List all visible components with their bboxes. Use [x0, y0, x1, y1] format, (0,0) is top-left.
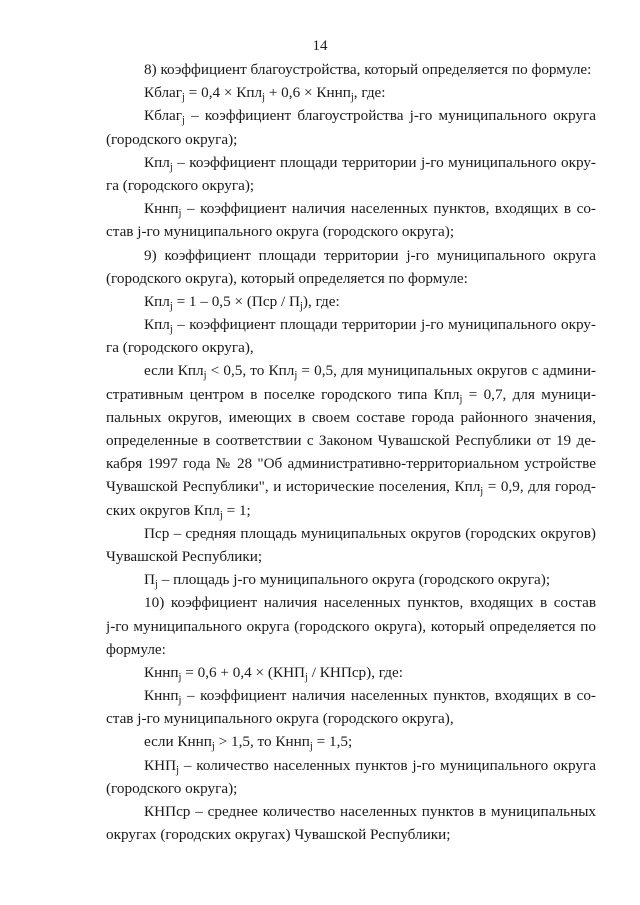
text-line: $КНП_j$ – количество населенных пунктов j-го муниципального округа — [144, 756, 596, 776]
subscript-j: j — [203, 370, 207, 382]
text-line: (городского округа); — [106, 130, 238, 148]
subscript-j: j — [480, 486, 484, 498]
text-line: $Кпл_j = 1 - 0,5 \times (Пср / П_j)$, где: — [144, 292, 340, 312]
text-line: Кблаг$_j$ – коэффициент благоустройства j-го муниципального округа — [144, 107, 596, 127]
subscript-j: j — [169, 300, 173, 312]
subscript-j: j — [182, 92, 185, 104]
subscript-j: j — [459, 393, 463, 405]
text-line: 10) коэффициент наличия населенных пунктов, входящих в состав — [144, 594, 596, 612]
text-line: 9) коэффициент площади территории j-го муниципального округа — [144, 246, 596, 264]
text-line: став j-го муниципального округа (городского округа); — [106, 223, 455, 241]
text-line: (городского округа), который определяется по формуле: — [106, 269, 468, 287]
text-line: став j-го муниципального округа (городского округа), — [106, 710, 454, 728]
text-line: Кннп$_j$ = $0,6 + 0,4 \times (КНП_j$ / КНПср), где: — [144, 663, 403, 683]
subscript-j: j — [178, 695, 182, 707]
text-line: Кпл$_j$ – коэффициент площади территории j-го муниципального окру- — [144, 316, 596, 336]
subscript-j: j — [178, 671, 182, 683]
subscript-j: j — [262, 92, 266, 104]
subscript-j: j — [294, 370, 298, 382]
text-line: ских округов Кпл$_j$ = 1; — [106, 501, 251, 521]
text-line: Кннп$_j$ – коэффициент наличия населенных пунктов, входящих в со- — [144, 200, 596, 220]
text-line: 8) коэффициент благоустройства, который определяется по формуле: — [144, 61, 592, 78]
subscript-j: j — [176, 764, 179, 776]
text-line: КНПср – среднее количество населенных пунктов в муниципальных — [144, 803, 596, 820]
text-line: Чувашской Республики", и исторические поселения, Кпл$_j$ = 0,9, для город- — [106, 478, 596, 498]
subscript-j: j — [169, 324, 173, 336]
text-line: стративным центром в поселке городского типа Кпл$_j$ = 0,7, для муници- — [106, 385, 596, 405]
text-line: га (городского округа); — [106, 176, 255, 194]
subscript-j: j — [169, 161, 173, 173]
subscript-j: j — [300, 300, 303, 312]
subscript-j: j — [309, 741, 313, 753]
text-line: (городского округа); — [106, 779, 238, 797]
text-line: Пср – средняя площадь муниципальных округов (городских округов) — [144, 524, 596, 542]
subscript-j: j — [350, 92, 354, 104]
text-line: j-го муниципального округа (городского округа), который определяется по — [106, 617, 596, 635]
text-line: если Кннп$_j$ > 1,5, то Кннп$_j$ = 1,5; — [144, 733, 353, 753]
text-line: Кпл$_j$ – коэффициент площади территории j-го муниципального окру- — [144, 153, 596, 173]
subscript-j: j — [219, 509, 223, 521]
text-line: га (городского округа), — [106, 339, 254, 357]
subscript-j: j — [154, 579, 158, 591]
text-line: определенные в соответствии с Законом Чувашской Республики от 19 де- — [106, 432, 596, 449]
text-line: округах (городских округах) Чувашской Республики; — [106, 826, 451, 844]
text-line: Кблаг$_j$ = 0,4 × Кпл$_j$ + 0,6 × Кннп$_j$, где: — [144, 84, 386, 104]
text-line: $П_j$ – площадь j-го муниципального округа (городского округа); — [144, 571, 551, 591]
subscript-j: j — [178, 208, 182, 220]
page-number: 14 — [312, 38, 328, 54]
text-line: формуле: — [106, 640, 166, 658]
text-line: если Кпл$_j$ < 0,5, то Кпл$_j$ = 0,5, для муниципальных округов с админи- — [144, 362, 596, 382]
text-line: Чувашской Республики; — [106, 547, 263, 565]
text-line: Кннп$_j$ – коэффициент наличия населенных пунктов, входящих в со- — [144, 687, 596, 707]
text-line: пальных округов, имеющих в своем составе города районного значения, — [106, 408, 596, 426]
subscript-j: j — [182, 115, 185, 127]
subscript-j: j — [211, 741, 215, 753]
subscript-j: j — [305, 671, 308, 683]
document-body — [106, 58, 596, 846]
text-line: кабря 1997 года № 28 "Об административно-территориальном устройстве — [106, 455, 596, 473]
